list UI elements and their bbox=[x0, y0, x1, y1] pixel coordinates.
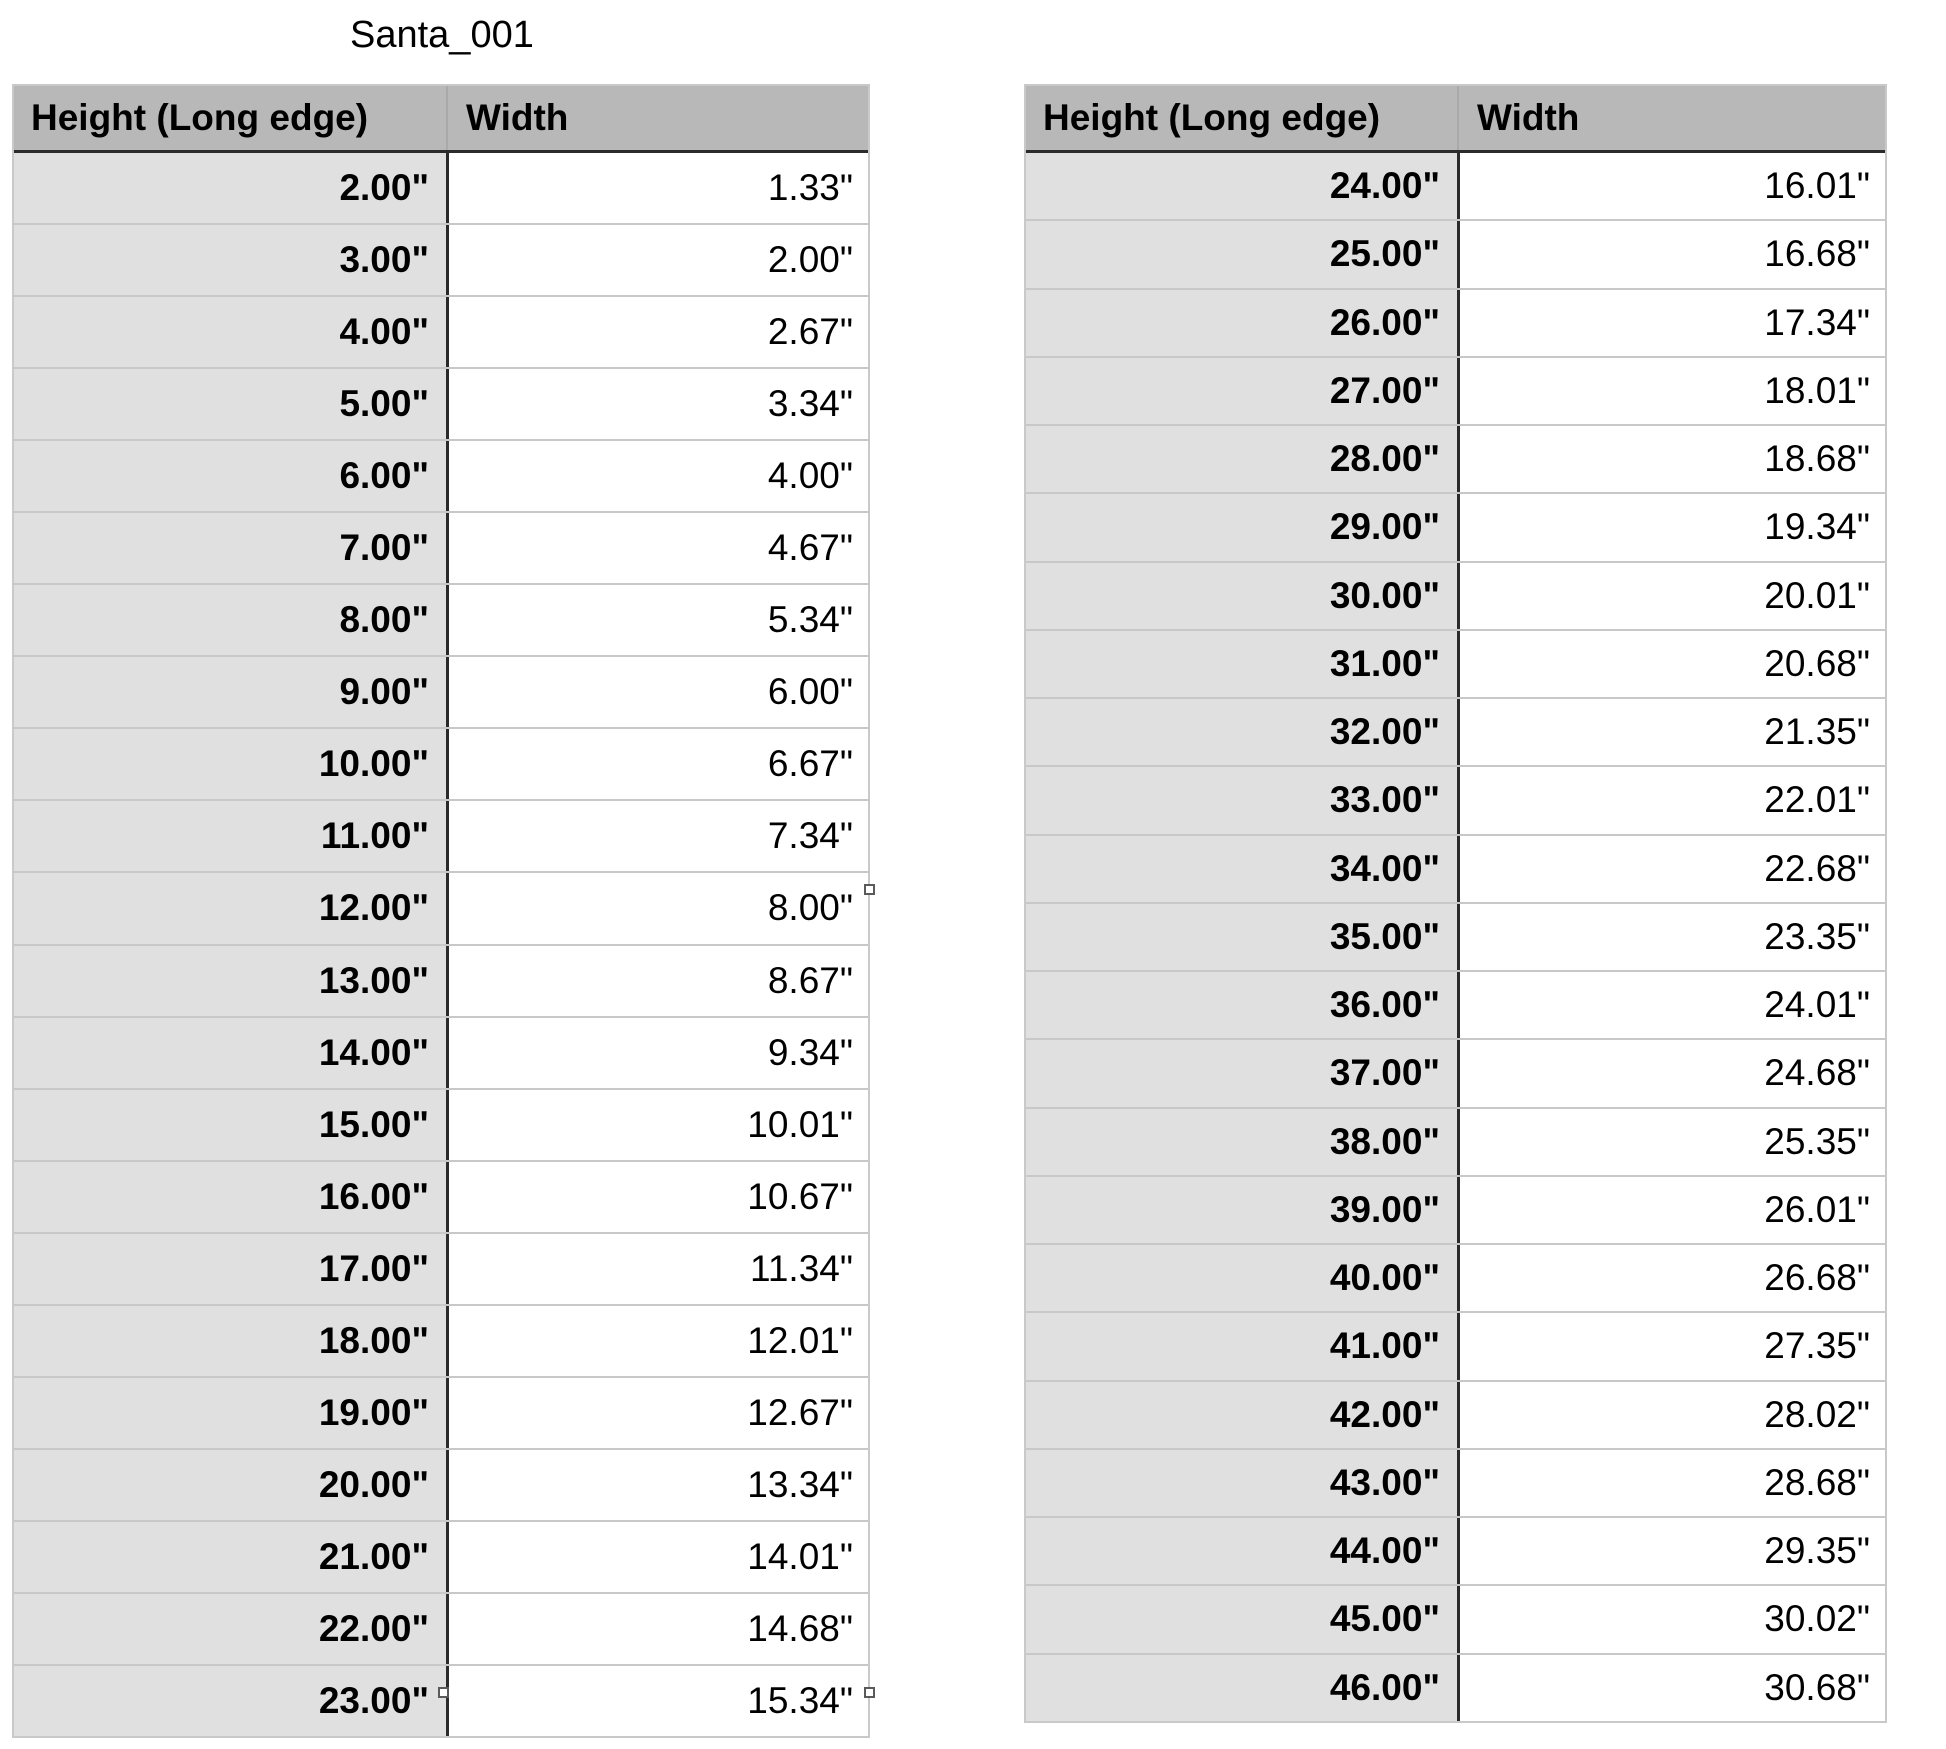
width-cell[interactable]: 8.67" bbox=[446, 946, 868, 1016]
width-cell[interactable]: 13.34" bbox=[446, 1450, 868, 1520]
height-cell[interactable]: 46.00" bbox=[1026, 1655, 1457, 1721]
width-column-header[interactable]: Width bbox=[446, 86, 868, 150]
width-cell[interactable]: 22.01" bbox=[1457, 767, 1885, 833]
width-cell[interactable]: 14.01" bbox=[446, 1522, 868, 1592]
width-cell[interactable]: 22.68" bbox=[1457, 836, 1885, 902]
width-column-header[interactable]: Width bbox=[1457, 86, 1885, 150]
selection-handle-bottom-divider[interactable] bbox=[438, 1687, 449, 1698]
height-cell[interactable]: 43.00" bbox=[1026, 1450, 1457, 1516]
table-row bbox=[1026, 697, 1885, 765]
width-cell[interactable]: 10.01" bbox=[446, 1090, 868, 1160]
height-cell[interactable]: 7.00" bbox=[14, 513, 446, 583]
height-cell[interactable]: 12.00" bbox=[14, 873, 446, 943]
height-cell[interactable]: 4.00" bbox=[14, 297, 446, 367]
width-cell[interactable]: 2.67" bbox=[446, 297, 868, 367]
width-cell[interactable]: 16.68" bbox=[1457, 221, 1885, 287]
width-cell[interactable]: 2.00" bbox=[446, 225, 868, 295]
width-cell[interactable]: 1.33" bbox=[446, 153, 868, 223]
width-cell[interactable]: 21.35" bbox=[1457, 699, 1885, 765]
table-row bbox=[1026, 970, 1885, 1038]
height-cell[interactable]: 6.00" bbox=[14, 441, 446, 511]
width-cell[interactable]: 25.35" bbox=[1457, 1109, 1885, 1175]
height-cell[interactable]: 8.00" bbox=[14, 585, 446, 655]
table-row bbox=[14, 153, 868, 223]
selection-handle-right-middle[interactable] bbox=[864, 884, 875, 895]
height-cell[interactable]: 31.00" bbox=[1026, 631, 1457, 697]
height-cell[interactable]: 24.00" bbox=[1026, 153, 1457, 219]
width-cell[interactable]: 15.34" bbox=[446, 1666, 868, 1736]
table-row bbox=[14, 871, 868, 943]
table-row bbox=[14, 1520, 868, 1592]
width-cell[interactable]: 17.34" bbox=[1457, 290, 1885, 356]
table-body bbox=[1026, 153, 1885, 1721]
table-row bbox=[1026, 288, 1885, 356]
width-cell[interactable]: 11.34" bbox=[446, 1234, 868, 1304]
height-cell[interactable]: 19.00" bbox=[14, 1378, 446, 1448]
width-cell[interactable]: 26.68" bbox=[1457, 1245, 1885, 1311]
table-row bbox=[1026, 561, 1885, 629]
height-cell[interactable]: 11.00" bbox=[14, 801, 446, 871]
table-row bbox=[14, 1088, 868, 1160]
height-cell[interactable]: 41.00" bbox=[1026, 1313, 1457, 1379]
table-row bbox=[14, 655, 868, 727]
height-cell[interactable]: 3.00" bbox=[14, 225, 446, 295]
height-cell[interactable]: 34.00" bbox=[1026, 836, 1457, 902]
table-row bbox=[1026, 1038, 1885, 1106]
table-header-row bbox=[1026, 86, 1885, 153]
width-cell[interactable]: 30.02" bbox=[1457, 1586, 1885, 1652]
height-cell[interactable]: 14.00" bbox=[14, 1018, 446, 1088]
width-cell[interactable]: 14.68" bbox=[446, 1594, 868, 1664]
height-cell[interactable]: 40.00" bbox=[1026, 1245, 1457, 1311]
width-cell[interactable]: 20.01" bbox=[1457, 563, 1885, 629]
width-cell[interactable]: 5.34" bbox=[446, 585, 868, 655]
height-cell[interactable]: 44.00" bbox=[1026, 1518, 1457, 1584]
width-cell[interactable]: 7.34" bbox=[446, 801, 868, 871]
width-cell[interactable]: 29.35" bbox=[1457, 1518, 1885, 1584]
height-column-header[interactable]: Height (Long edge) bbox=[31, 97, 369, 138]
height-cell[interactable]: 21.00" bbox=[14, 1522, 446, 1592]
height-cell[interactable]: 33.00" bbox=[1026, 767, 1457, 833]
width-cell[interactable]: 18.01" bbox=[1457, 358, 1885, 424]
width-cell[interactable]: 28.68" bbox=[1457, 1450, 1885, 1516]
height-cell[interactable]: 45.00" bbox=[1026, 1586, 1457, 1652]
table-row bbox=[1026, 1653, 1885, 1721]
height-cell[interactable]: 18.00" bbox=[14, 1306, 446, 1376]
table-row bbox=[1026, 1380, 1885, 1448]
height-cell[interactable]: 28.00" bbox=[1026, 426, 1457, 492]
width-cell[interactable]: 28.02" bbox=[1457, 1382, 1885, 1448]
size-table-right bbox=[1024, 84, 1887, 1723]
height-cell[interactable]: 38.00" bbox=[1026, 1109, 1457, 1175]
height-cell[interactable]: 2.00" bbox=[14, 153, 446, 223]
height-cell[interactable]: 39.00" bbox=[1026, 1177, 1457, 1243]
table-row bbox=[14, 223, 868, 295]
table-row bbox=[1026, 1311, 1885, 1379]
table-row bbox=[14, 1376, 868, 1448]
height-cell[interactable]: 16.00" bbox=[14, 1162, 446, 1232]
selection-handle-bottom-right[interactable] bbox=[864, 1687, 875, 1698]
table-row bbox=[14, 1016, 868, 1088]
table-row bbox=[1026, 1448, 1885, 1516]
table-row bbox=[1026, 153, 1885, 219]
table-row bbox=[1026, 356, 1885, 424]
height-cell[interactable]: 13.00" bbox=[14, 946, 446, 1016]
table-row bbox=[1026, 765, 1885, 833]
height-cell[interactable]: 15.00" bbox=[14, 1090, 446, 1160]
width-cell[interactable]: 24.01" bbox=[1457, 972, 1885, 1038]
table-title[interactable]: Santa_001 bbox=[350, 14, 534, 56]
table-row bbox=[14, 799, 868, 871]
table-row bbox=[1026, 1243, 1885, 1311]
height-cell[interactable]: 29.00" bbox=[1026, 494, 1457, 560]
table-row bbox=[14, 295, 868, 367]
table-row bbox=[1026, 902, 1885, 970]
height-cell[interactable]: 36.00" bbox=[1026, 972, 1457, 1038]
table-row bbox=[14, 1448, 868, 1520]
height-cell[interactable]: 25.00" bbox=[1026, 221, 1457, 287]
table-row bbox=[14, 944, 868, 1016]
width-cell[interactable]: 26.01" bbox=[1457, 1177, 1885, 1243]
width-cell[interactable]: 12.01" bbox=[446, 1306, 868, 1376]
height-cell[interactable]: 10.00" bbox=[14, 729, 446, 799]
width-cell[interactable]: 10.67" bbox=[446, 1162, 868, 1232]
table-row bbox=[14, 1160, 868, 1232]
table-row bbox=[14, 439, 868, 511]
width-cell[interactable]: 4.00" bbox=[446, 441, 868, 511]
width-cell[interactable]: 19.34" bbox=[1457, 494, 1885, 560]
table-row bbox=[1026, 1584, 1885, 1652]
table-row bbox=[1026, 1516, 1885, 1584]
width-cell[interactable]: 24.68" bbox=[1457, 1040, 1885, 1106]
width-cell[interactable]: 3.34" bbox=[446, 369, 868, 439]
table-row bbox=[14, 1592, 868, 1664]
height-cell[interactable]: 42.00" bbox=[1026, 1382, 1457, 1448]
size-table-left bbox=[12, 84, 870, 1738]
height-cell[interactable]: 23.00" bbox=[14, 1666, 446, 1736]
table-body bbox=[14, 153, 868, 1736]
height-cell[interactable]: 37.00" bbox=[1026, 1040, 1457, 1106]
height-cell[interactable]: 17.00" bbox=[14, 1234, 446, 1304]
height-cell[interactable]: 22.00" bbox=[14, 1594, 446, 1664]
width-cell[interactable]: 6.67" bbox=[446, 729, 868, 799]
table-row bbox=[14, 583, 868, 655]
table-row bbox=[14, 511, 868, 583]
height-cell[interactable]: 30.00" bbox=[1026, 563, 1457, 629]
height-cell[interactable]: 32.00" bbox=[1026, 699, 1457, 765]
height-column-header[interactable]: Height (Long edge) bbox=[1043, 97, 1381, 138]
table-header-row bbox=[14, 86, 868, 153]
width-cell[interactable]: 18.68" bbox=[1457, 426, 1885, 492]
table-row bbox=[1026, 1107, 1885, 1175]
table-row bbox=[1026, 629, 1885, 697]
table-row bbox=[14, 1304, 868, 1376]
height-cell[interactable]: 35.00" bbox=[1026, 904, 1457, 970]
width-cell[interactable]: 9.34" bbox=[446, 1018, 868, 1088]
width-cell[interactable]: 12.67" bbox=[446, 1378, 868, 1448]
width-cell[interactable]: 20.68" bbox=[1457, 631, 1885, 697]
height-cell[interactable]: 27.00" bbox=[1026, 358, 1457, 424]
table-row bbox=[14, 1232, 868, 1304]
height-cell[interactable]: 26.00" bbox=[1026, 290, 1457, 356]
table-row bbox=[14, 367, 868, 439]
width-cell[interactable]: 16.01" bbox=[1457, 153, 1885, 219]
height-cell[interactable]: 9.00" bbox=[14, 657, 446, 727]
table-row bbox=[1026, 1175, 1885, 1243]
width-cell[interactable]: 30.68" bbox=[1457, 1655, 1885, 1721]
height-cell[interactable]: 5.00" bbox=[14, 369, 446, 439]
table-row bbox=[14, 727, 868, 799]
table-row bbox=[14, 1664, 868, 1736]
table-row bbox=[1026, 219, 1885, 287]
height-cell[interactable]: 20.00" bbox=[14, 1450, 446, 1520]
table-row bbox=[1026, 492, 1885, 560]
width-cell[interactable]: 6.00" bbox=[446, 657, 868, 727]
width-cell[interactable]: 4.67" bbox=[446, 513, 868, 583]
width-cell[interactable]: 27.35" bbox=[1457, 1313, 1885, 1379]
table-row bbox=[1026, 834, 1885, 902]
width-cell[interactable]: 23.35" bbox=[1457, 904, 1885, 970]
table-row bbox=[1026, 424, 1885, 492]
width-cell[interactable]: 8.00" bbox=[446, 873, 868, 943]
